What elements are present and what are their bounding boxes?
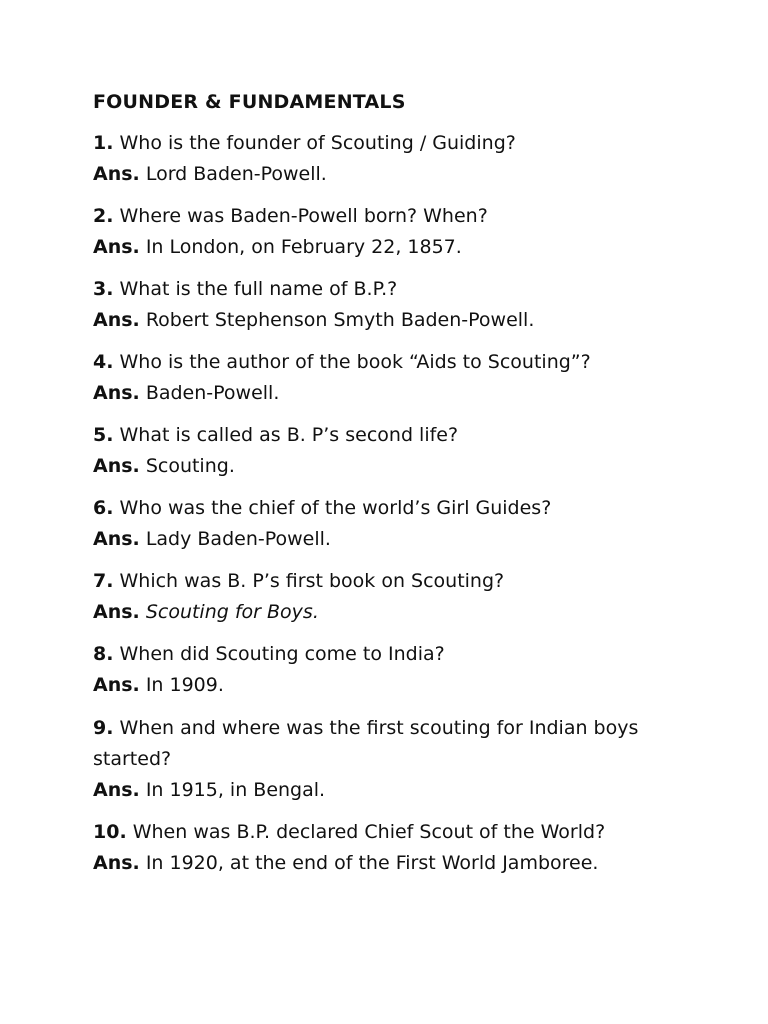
answer-label: Ans. [93, 309, 140, 331]
answer-label: Ans. [93, 674, 140, 696]
answer-text: Baden-Powell. [145, 382, 280, 404]
answer-text: Scouting. [145, 455, 235, 477]
answer-6 [93, 524, 653, 555]
question-number: 6. [93, 497, 114, 519]
page-title: FOUNDER & FUNDAMENTALS [93, 91, 406, 113]
question-text: Who is the founder of Scouting / Guiding? [119, 132, 516, 154]
question-4 [93, 347, 653, 378]
qa-item-7 [93, 566, 653, 628]
question-text: When did Scouting come to India? [119, 643, 445, 665]
answer-text: Lord Baden-Powell. [145, 163, 327, 185]
qa-item-2 [93, 201, 653, 263]
answer-7 [93, 597, 653, 628]
qa-item-1 [93, 128, 653, 190]
question-6 [93, 493, 653, 524]
answer-5 [93, 451, 653, 482]
answer-label: Ans. [93, 236, 140, 258]
qa-item-6 [93, 493, 653, 555]
answer-9 [93, 775, 653, 806]
question-10 [93, 817, 653, 848]
question-number: 3. [93, 278, 114, 300]
answer-label: Ans. [93, 852, 140, 874]
question-9 [93, 713, 653, 775]
qa-item-8 [93, 639, 653, 701]
answer-text: In 1909. [145, 674, 224, 696]
question-number: 5. [93, 424, 114, 446]
question-text: What is the full name of B.P.? [119, 278, 398, 300]
question-5 [93, 420, 653, 451]
question-text: When was B.P. declared Chief Scout of the World? [132, 821, 606, 843]
answer-label: Ans. [93, 382, 140, 404]
answer-label: Ans. [93, 455, 140, 477]
answer-text: In London, on February 22, 1857. [145, 236, 462, 258]
question-text: Who is the author of the book “Aids to Scouting”? [119, 351, 591, 373]
question-text: What is called as B. P’s second life? [119, 424, 459, 446]
answer-text: Scouting for Boys. [145, 601, 319, 623]
answer-text: Lady Baden-Powell. [145, 528, 331, 550]
answer-2 [93, 232, 653, 263]
answer-8 [93, 670, 653, 701]
answer-10 [93, 848, 653, 879]
answer-label: Ans. [93, 163, 140, 185]
answer-text: Robert Stephenson Smyth Baden-Powell. [145, 309, 535, 331]
question-text: Who was the chief of the world’s Girl Guides? [119, 497, 552, 519]
question-1 [93, 128, 653, 159]
question-number: 8. [93, 643, 114, 665]
question-2 [93, 201, 653, 232]
question-number: 9. [93, 717, 114, 739]
answer-3 [93, 305, 653, 336]
question-number: 10. [93, 821, 127, 843]
answer-text: In 1920, at the end of the First World Jamboree. [145, 852, 599, 874]
question-text: Where was Baden-Powell born? When? [119, 205, 488, 227]
question-number: 1. [93, 132, 114, 154]
question-text: When and where was the first scouting for Indian boys started? [93, 717, 639, 770]
qa-item-10 [93, 817, 653, 879]
question-number: 2. [93, 205, 114, 227]
question-8 [93, 639, 653, 670]
answer-4 [93, 378, 653, 409]
question-text: Which was B. P’s first book on Scouting? [119, 570, 505, 592]
qa-item-5 [93, 420, 653, 482]
answer-label: Ans. [93, 528, 140, 550]
question-number: 4. [93, 351, 114, 373]
question-number: 7. [93, 570, 114, 592]
question-3 [93, 274, 653, 305]
answer-1 [93, 159, 653, 190]
answer-label: Ans. [93, 601, 140, 623]
qa-item-4 [93, 347, 653, 409]
question-7 [93, 566, 653, 597]
answer-label: Ans. [93, 779, 140, 801]
qa-item-3 [93, 274, 653, 336]
qa-item-9 [93, 713, 653, 806]
answer-text: In 1915, in Bengal. [145, 779, 326, 801]
